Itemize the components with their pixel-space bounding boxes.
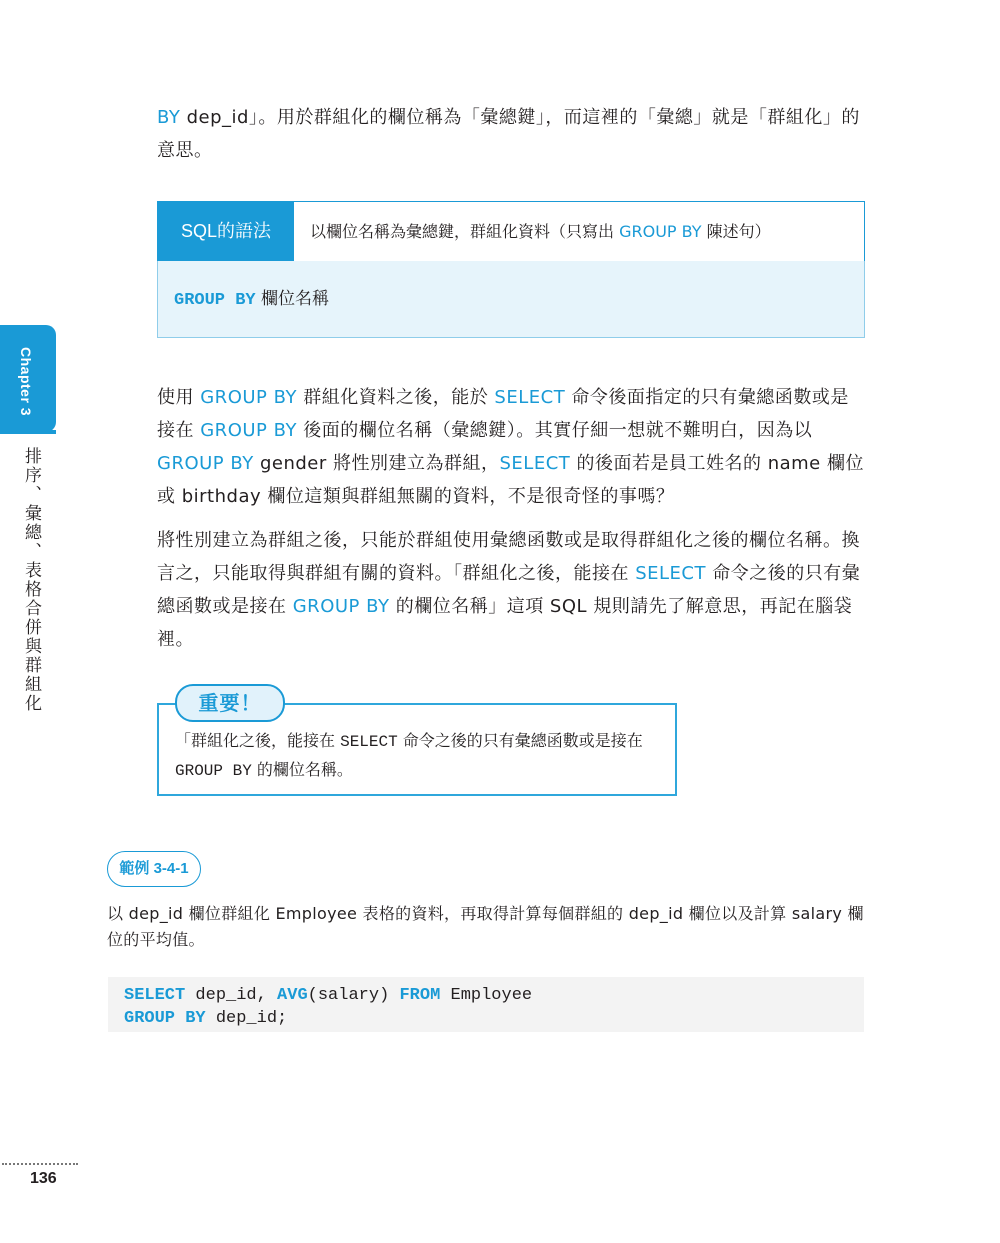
keyword: SELECT (499, 453, 571, 474)
important-text (175, 727, 667, 785)
important-badge (175, 684, 285, 722)
chapter-label: Chapter 3 (18, 347, 34, 417)
text-run: dep_id」。用於群組化的欄位稱為「彙總鍵」，而這裡的「彙總」就是「群組化」的意思。 (157, 107, 860, 161)
code-keyword: AVG (277, 986, 308, 1005)
text-run: 使用 (157, 387, 201, 408)
syntax-header (157, 201, 865, 262)
text-run: gender 將性別建立為群組， (253, 453, 500, 474)
text-run: 命令後面指定的只有彙總函數或是接在 (157, 387, 849, 441)
body-paragraph-2 (157, 524, 865, 656)
page-number: 136 (30, 1170, 57, 1187)
code-text: dep_id; (205, 1009, 288, 1028)
syntax-label: SQL的語法 (158, 202, 294, 261)
code-listing (124, 984, 532, 1030)
text-run: 群組化資料之後，能於 (296, 387, 495, 408)
chapter-divider (0, 430, 56, 434)
chapter-title: 排序、彙總、表格合併與群組化 (21, 447, 41, 713)
text-run: 後面的欄位名稱（彙總鍵）。其實仔細一想就不難明白，因為以 (296, 420, 813, 441)
syntax-description (310, 202, 771, 261)
text-run: 的後面若是員工姓名的 name 欄位或 birthday 欄位這類與群組無關的資料，不是很奇怪的事嗎？ (157, 453, 864, 507)
example-badge: 範例 3-4-1 (107, 851, 201, 887)
code-block (108, 977, 864, 1032)
code-keyword: SELECT (124, 986, 186, 1005)
keyword: BY (157, 107, 181, 128)
text-run: 命令之後的只有彙總函數或是接在 (397, 731, 643, 750)
chapter-tab (0, 325, 56, 432)
text-run: 命令之後的只有彙總函數或是接在 (157, 563, 861, 617)
inline-code: SELECT (340, 733, 398, 751)
code-text: (salary) (307, 986, 400, 1005)
keyword: SELECT (635, 563, 706, 584)
intro-paragraph (157, 101, 865, 167)
text-run: 的欄位名稱。 (251, 760, 353, 779)
keyword: GROUP BY (200, 387, 297, 408)
keyword: SELECT (494, 387, 566, 408)
code-text: dep_id, (185, 986, 278, 1005)
important-badge-label: 重要！ (198, 691, 262, 715)
code-text: Employee (440, 986, 533, 1005)
example-description: 以 dep_id 欄位群組化 Employee 表格的資料，再取得計算每個群組的 dep_id 欄位以及計算 salary 欄位的平均值。 (107, 904, 864, 949)
code-keyword: GROUP BY (124, 1009, 206, 1028)
keyword: GROUP BY (200, 420, 297, 441)
code-keyword: FROM (399, 986, 441, 1005)
syntax-body (157, 261, 865, 338)
text-run: 「群組化之後，能接在 (175, 731, 341, 750)
keyword: GROUP BY (619, 222, 702, 241)
body-paragraph-1 (157, 381, 865, 513)
page-number-rule (2, 1163, 78, 1165)
text-run: 的欄位名稱」這項 SQL 規則請先了解意思，再記在腦袋裡。 (157, 596, 853, 650)
code-argument: 欄位名稱 (261, 289, 330, 309)
code-keyword: GROUP BY (174, 291, 256, 310)
sql-syntax-box (157, 201, 865, 338)
text-run: 將性別建立為群組之後，只能於群組使用彙總函數或是取得群組化之後的欄位名稱。換言之，只能取得與群組有關的資料。「群組化之後，能接在 (157, 530, 860, 584)
text-run: 以欄位名稱為彙總鍵，群組化資料（只寫出 (310, 222, 620, 241)
keyword: GROUP BY (292, 596, 390, 617)
text-run: 陳述句） (701, 222, 771, 241)
syntax-code (174, 287, 329, 313)
inline-code: GROUP BY (175, 762, 252, 780)
keyword: GROUP BY (157, 453, 254, 474)
